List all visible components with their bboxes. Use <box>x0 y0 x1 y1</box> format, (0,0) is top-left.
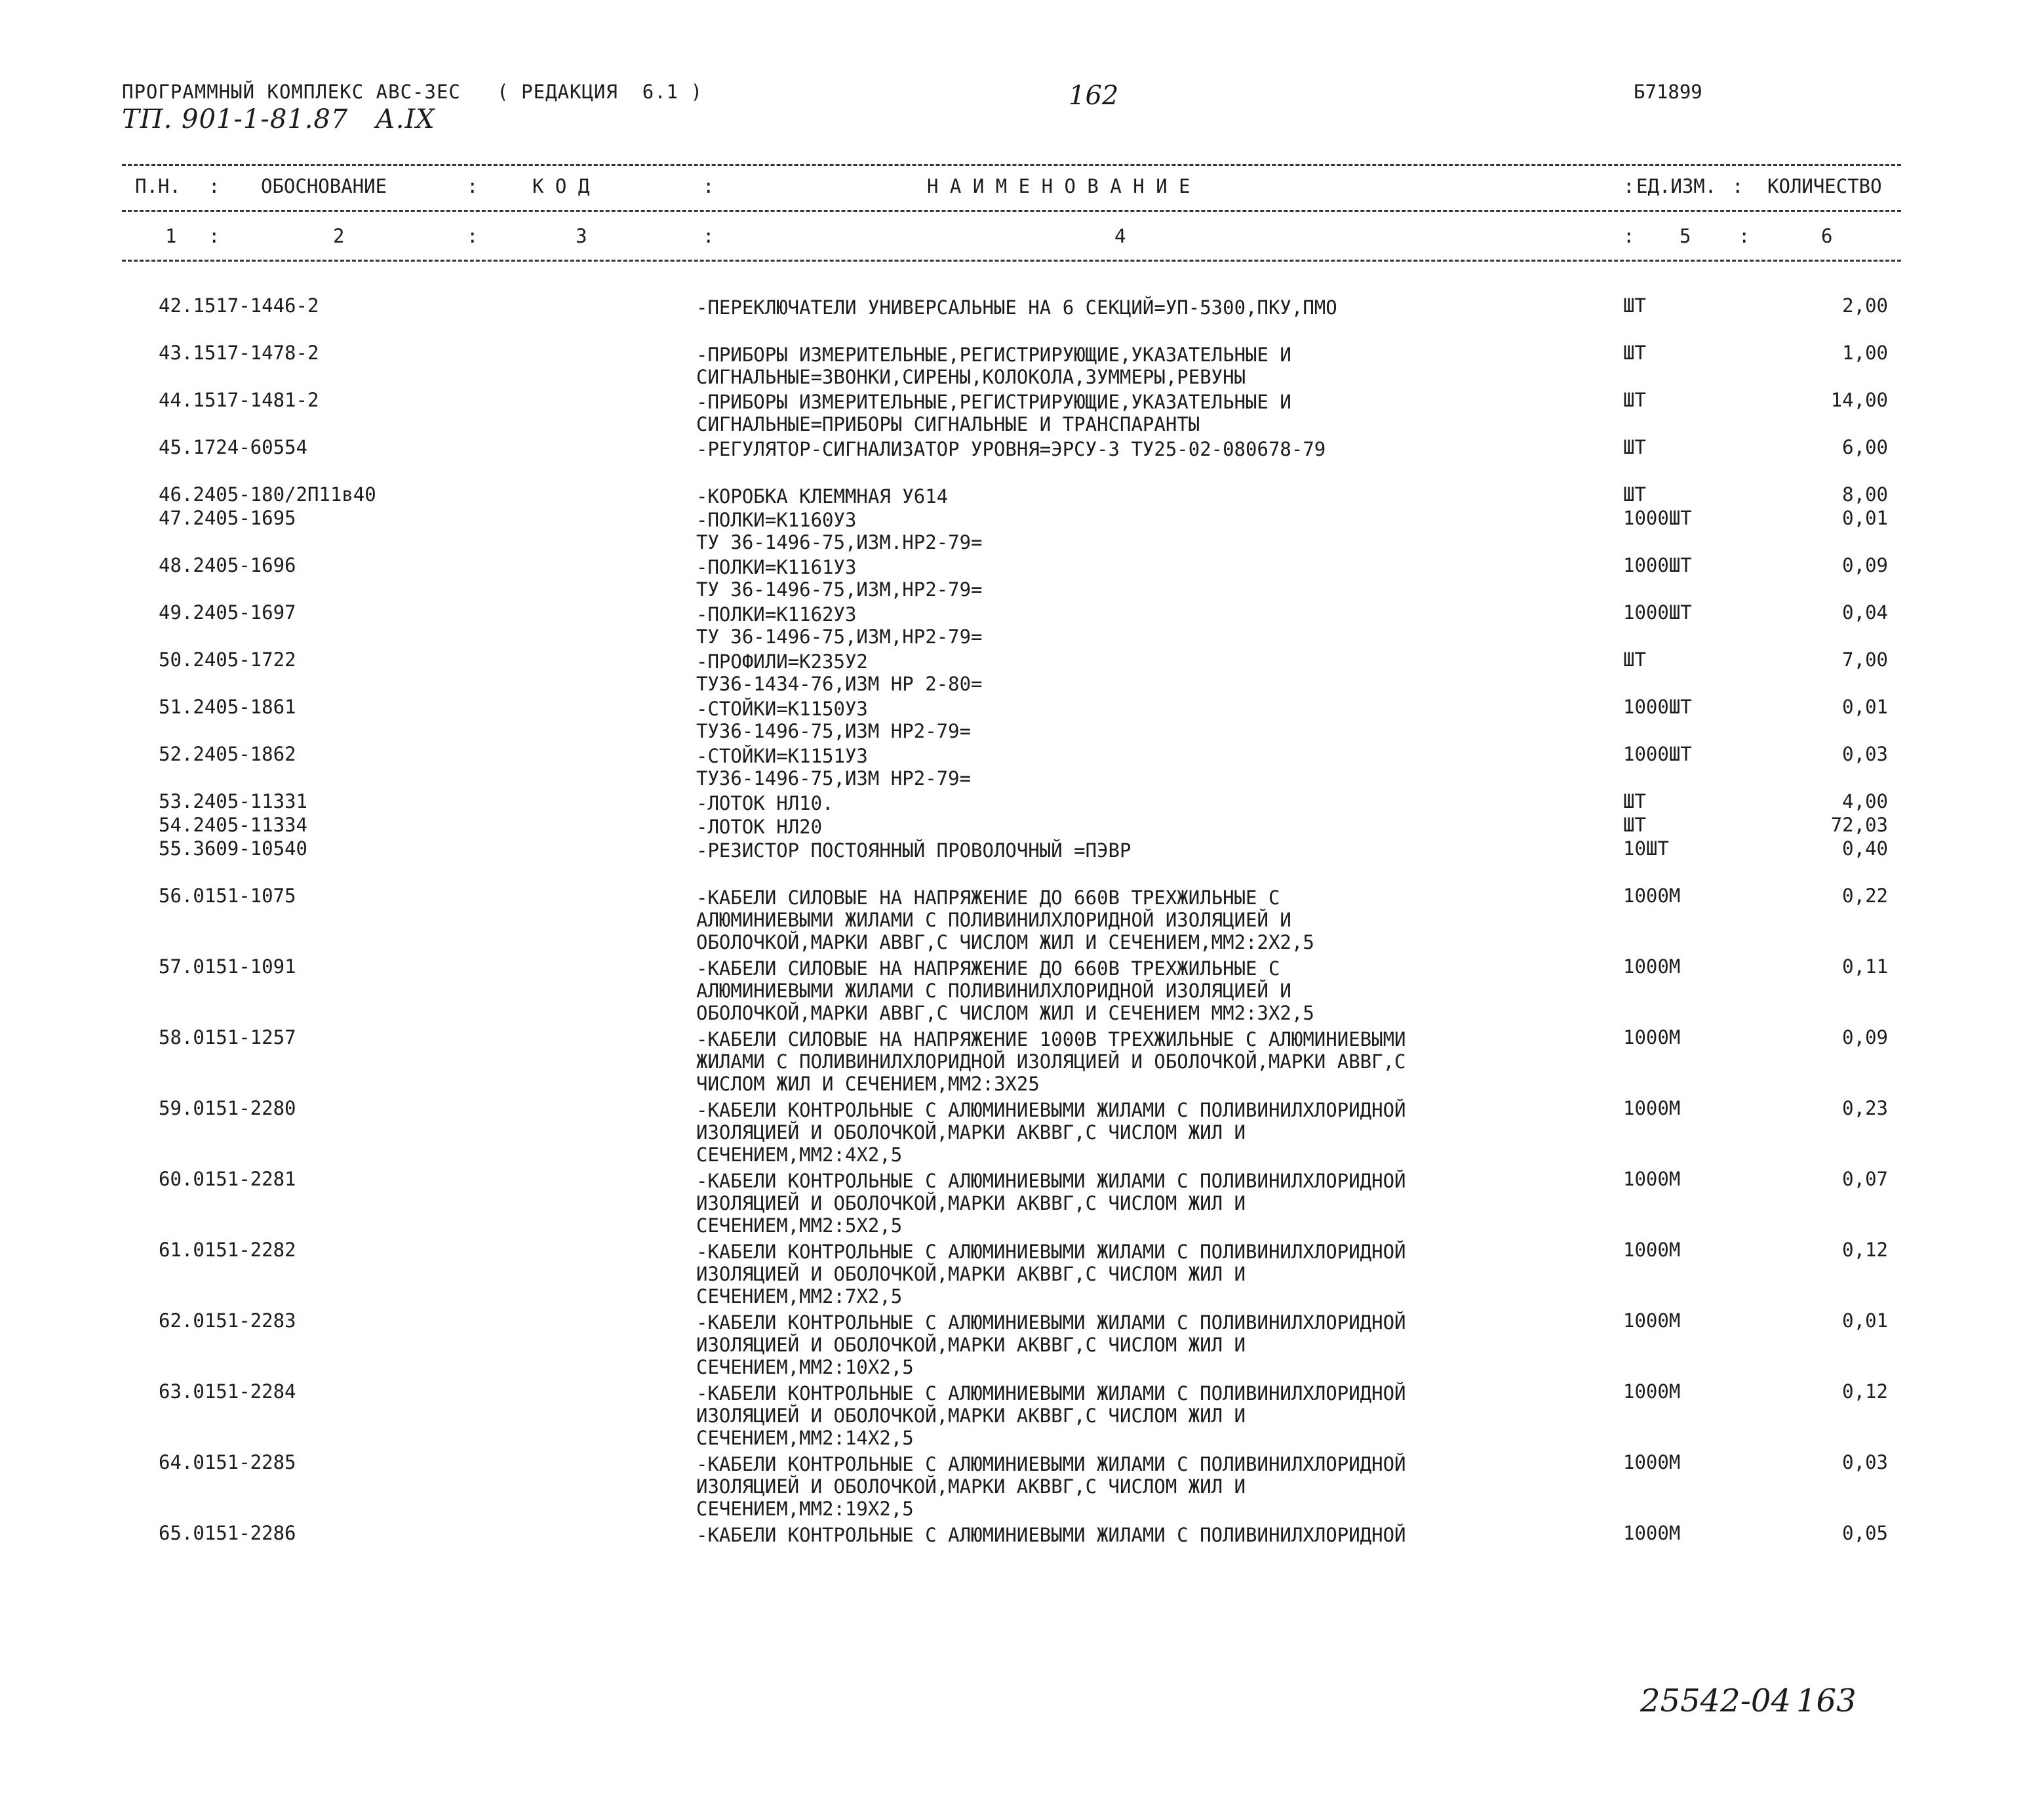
row-quantity: 14,00 <box>1830 389 1888 411</box>
row-name: -КАБЕЛИ КОНТРОЛЬНЫЕ С АЛЮМИНИЕВЫМИ ЖИЛАМИ С ПОЛИВИНИЛХЛОРИДНОЙ ИЗОЛЯЦИЕЙ И ОБОЛОЧКОЙ,МАРКИ АКВВГ,С ЧИСЛОМ ЖИЛ И СЕЧЕНИЕМ,ММ2:14Х2,5 <box>696 1382 1406 1450</box>
row-quantity: 1,00 <box>1842 342 1888 364</box>
row-name: -ЛОТОК НЛ10. <box>696 792 834 814</box>
row-name: -ПРИБОРЫ ИЗМЕРИТЕЛЬНЫЕ,РЕГИСТРИРУЮЩИЕ,УКАЗАТЕЛЬНЫЕ И СИГНАЛЬНЫЕ=ЗВОНКИ,СИРЕНЫ,КОЛОКОЛА,ЗУММЕРЫ,РЕВУНЫ <box>696 344 1291 389</box>
header-rule <box>122 210 1901 212</box>
row-unit: 1000ШТ <box>1623 696 1692 718</box>
row-quantity: 0,01 <box>1842 507 1888 529</box>
row-quantity: 0,04 <box>1842 601 1888 624</box>
row-unit: ШТ <box>1623 483 1646 506</box>
row-unit: ШТ <box>1623 294 1646 317</box>
row-name: -КОРОБКА КЛЕММНАЯ У614 <box>696 485 949 508</box>
row-unit: ШТ <box>1623 389 1646 411</box>
row-name: -КАБЕЛИ КОНТРОЛЬНЫЕ С АЛЮМИНИЕВЫМИ ЖИЛАМИ С ПОЛИВИНИЛХЛОРИДНОЙ ИЗОЛЯЦИЕЙ И ОБОЛОЧКОЙ,МАРКИ АКВВГ,С ЧИСЛОМ ЖИЛ И СЕЧЕНИЕМ,ММ2:7Х2,5 <box>696 1241 1406 1308</box>
row-unit: 1000М <box>1623 1380 1681 1403</box>
row-name: -КАБЕЛИ СИЛОВЫЕ НА НАПРЯЖЕНИЕ 1000В ТРЕХЖИЛЬНЫЕ С АЛЮМИНИЕВЫМИ ЖИЛАМИ С ПОЛИВИНИЛХЛОРИДНОЙ ИЗОЛЯЦИЕЙ И ОБОЛОЧКОЙ,МАРКИ АВВГ,С ЧИСЛОМ ЖИЛ И СЕЧЕНИЕМ,ММ2:3Х25 <box>696 1028 1406 1096</box>
table-top-rule <box>122 164 1901 166</box>
row-code: 48.2405-1696 <box>159 554 296 576</box>
column-number-6: 6 <box>1821 225 1833 247</box>
row-code: 51.2405-1861 <box>159 696 296 718</box>
column-number-5: 5 <box>1680 225 1691 247</box>
row-name: -ПРИБОРЫ ИЗМЕРИТЕЛЬНЫЕ,РЕГИСТРИРУЮЩИЕ,УКАЗАТЕЛЬНЫЕ И СИГНАЛЬНЫЕ=ПРИБОРЫ СИГНАЛЬНЫЕ И ТРАНСПАРАНТЫ <box>696 391 1291 436</box>
column-separator: : <box>208 175 220 197</box>
column-number-4: 4 <box>1114 225 1126 247</box>
row-quantity: 0,09 <box>1842 1026 1888 1048</box>
row-code: 59.0151-2280 <box>159 1097 296 1119</box>
row-unit: 1000М <box>1623 1168 1681 1190</box>
row-code: 58.0151-1257 <box>159 1026 296 1048</box>
row-quantity: 0,12 <box>1842 1239 1888 1261</box>
row-quantity: 2,00 <box>1842 294 1888 317</box>
row-code: 63.0151-2284 <box>159 1380 296 1403</box>
row-code: 54.2405-11334 <box>159 814 307 836</box>
column-number-2: 2 <box>333 225 345 247</box>
row-unit: ШТ <box>1623 790 1646 812</box>
column-separator: : <box>1623 225 1635 247</box>
row-quantity: 8,00 <box>1842 483 1888 506</box>
row-unit: 1000М <box>1623 1451 1681 1473</box>
column-separator: : <box>467 225 479 247</box>
row-quantity: 6,00 <box>1842 436 1888 458</box>
column-header-name: Н А И М Е Н О В А Н И Е <box>927 175 1190 197</box>
row-name: -ПОЛКИ=К1161У3 ТУ 36-1496-75,ИЗМ,НР2-79= <box>696 556 983 601</box>
row-unit: ШТ <box>1623 814 1646 836</box>
row-code: 50.2405-1722 <box>159 649 296 671</box>
column-header-code: К О Д <box>532 175 590 197</box>
column-separator: : <box>1739 225 1750 247</box>
row-name: -СТОЙКИ=К1151У3 ТУ36-1496-75,ИЗМ НР2-79= <box>696 745 972 790</box>
row-code: 43.1517-1478-2 <box>159 342 319 364</box>
row-code: 60.0151-2281 <box>159 1168 296 1190</box>
row-quantity: 0,09 <box>1842 554 1888 576</box>
column-separator: : <box>703 175 715 197</box>
row-quantity: 0,23 <box>1842 1097 1888 1119</box>
row-unit: 1000М <box>1623 1309 1681 1332</box>
column-header-pn: П.Н. <box>135 175 181 197</box>
row-code: 64.0151-2285 <box>159 1451 296 1473</box>
row-name: -РЕЗИСТОР ПОСТОЯННЫЙ ПРОВОЛОЧНЫЙ =ПЭВР <box>696 839 1131 862</box>
row-quantity: 0,03 <box>1842 743 1888 765</box>
row-unit: 10ШТ <box>1623 837 1669 860</box>
row-unit: ШТ <box>1623 342 1646 364</box>
column-separator: : <box>1623 175 1635 197</box>
row-code: 62.0151-2283 <box>159 1309 296 1332</box>
row-name: -КАБЕЛИ КОНТРОЛЬНЫЕ С АЛЮМИНИЕВЫМИ ЖИЛАМИ С ПОЛИВИНИЛХЛОРИДНОЙ <box>696 1524 1406 1546</box>
row-code: 61.0151-2282 <box>159 1239 296 1261</box>
row-unit: ШТ <box>1623 649 1646 671</box>
inventory-number: 25542-04 <box>1640 1683 1791 1719</box>
row-quantity: 0,05 <box>1842 1522 1888 1544</box>
row-code: 53.2405-11331 <box>159 790 307 812</box>
column-separator: : <box>208 225 220 247</box>
row-code: 56.0151-1075 <box>159 885 296 907</box>
row-code: 46.2405-180/2П11в40 <box>159 483 376 506</box>
row-code: 45.1724-60554 <box>159 436 307 458</box>
row-code: 57.0151-1091 <box>159 955 296 978</box>
row-quantity: 0,40 <box>1842 837 1888 860</box>
row-code: 55.3609-10540 <box>159 837 307 860</box>
row-name: -ПРОФИЛИ=К235У2 ТУ36-1434-76,ИЗМ НР 2-80= <box>696 650 983 696</box>
row-quantity: 7,00 <box>1842 649 1888 671</box>
row-name: -ЛОТОК НЛ20 <box>696 816 823 838</box>
column-number-3: 3 <box>576 225 587 247</box>
row-code: 42.1517-1446-2 <box>159 294 319 317</box>
column-number-1: 1 <box>165 225 177 247</box>
row-quantity: 0,11 <box>1842 955 1888 978</box>
row-unit: 1000ШТ <box>1623 601 1692 624</box>
column-separator: : <box>1732 175 1744 197</box>
row-code: 65.0151-2286 <box>159 1522 296 1544</box>
row-quantity: 0,07 <box>1842 1168 1888 1190</box>
row-name: -ПОЛКИ=К1162У3 ТУ 36-1496-75,ИЗМ,НР2-79= <box>696 603 983 649</box>
column-header-unit: ЕД.ИЗМ. <box>1636 175 1717 197</box>
row-name: -КАБЕЛИ КОНТРОЛЬНЫЕ С АЛЮМИНИЕВЫМИ ЖИЛАМИ С ПОЛИВИНИЛХЛОРИДНОЙ ИЗОЛЯЦИЕЙ И ОБОЛОЧКОЙ,МАРКИ АКВВГ,С ЧИСЛОМ ЖИЛ И СЕЧЕНИЕМ,ММ2:5Х2,5 <box>696 1170 1406 1237</box>
row-code: 52.2405-1862 <box>159 743 296 765</box>
row-quantity: 0,01 <box>1842 1309 1888 1332</box>
header-bottom-rule <box>122 260 1901 262</box>
row-unit: 1000ШТ <box>1623 554 1692 576</box>
row-unit: 1000М <box>1623 1026 1681 1048</box>
row-name: -КАБЕЛИ СИЛОВЫЕ НА НАПРЯЖЕНИЕ ДО 660В ТРЕХЖИЛЬНЫЕ С АЛЮМИНИЕВЫМИ ЖИЛАМИ С ПОЛИВИНИЛХЛОРИДНОЙ ИЗОЛЯЦИЕЙ И ОБОЛОЧКОЙ,МАРКИ АВВГ,С ЧИСЛОМ ЖИЛ И СЕЧЕНИЕМ ММ2:3Х2,5 <box>696 957 1314 1025</box>
row-unit: 1000М <box>1623 885 1681 907</box>
page-number: 162 <box>1069 81 1119 111</box>
row-quantity: 0,03 <box>1842 1451 1888 1473</box>
column-header-basis: ОБОСНОВАНИЕ <box>261 175 387 197</box>
column-separator: : <box>467 175 479 197</box>
row-name: -СТОЙКИ=К1150У3 ТУ36-1496-75,ИЗМ НР2-79= <box>696 698 972 743</box>
row-code: 47.2405-1695 <box>159 507 296 529</box>
row-code: 44.1517-1481-2 <box>159 389 319 411</box>
project-code: ТП. 901-1-81.87 А.IX <box>122 104 435 134</box>
row-name: -РЕГУЛЯТОР-СИГНАЛИЗАТОР УРОВНЯ=ЭРСУ-3 ТУ25-02-080678-79 <box>696 438 1326 460</box>
row-quantity: 4,00 <box>1842 790 1888 812</box>
row-quantity: 72,03 <box>1830 814 1888 836</box>
column-separator: : <box>703 225 715 247</box>
sheet-number: 163 <box>1796 1683 1857 1719</box>
program-title: ПРОГРАММНЫЙ КОМПЛЕКС АВС-3ЕС ( РЕДАКЦИЯ 6.1 ) <box>122 81 703 103</box>
row-unit: 1000М <box>1623 1239 1681 1261</box>
row-unit: 1000М <box>1623 955 1681 978</box>
row-quantity: 0,12 <box>1842 1380 1888 1403</box>
row-name: -КАБЕЛИ КОНТРОЛЬНЫЕ С АЛЮМИНИЕВЫМИ ЖИЛАМИ С ПОЛИВИНИЛХЛОРИДНОЙ ИЗОЛЯЦИЕЙ И ОБОЛОЧКОЙ,МАРКИ АКВВГ,С ЧИСЛОМ ЖИЛ И СЕЧЕНИЕМ,ММ2:4Х2,5 <box>696 1099 1406 1167</box>
row-code: 49.2405-1697 <box>159 601 296 624</box>
row-name: -КАБЕЛИ КОНТРОЛЬНЫЕ С АЛЮМИНИЕВЫМИ ЖИЛАМИ С ПОЛИВИНИЛХЛОРИДНОЙ ИЗОЛЯЦИЕЙ И ОБОЛОЧКОЙ,МАРКИ АКВВГ,С ЧИСЛОМ ЖИЛ И СЕЧЕНИЕМ,ММ2:19Х2,5 <box>696 1453 1406 1521</box>
row-unit: 1000М <box>1623 1097 1681 1119</box>
row-name: -КАБЕЛИ КОНТРОЛЬНЫЕ С АЛЮМИНИЕВЫМИ ЖИЛАМИ С ПОЛИВИНИЛХЛОРИДНОЙ ИЗОЛЯЦИЕЙ И ОБОЛОЧКОЙ,МАРКИ АКВВГ,С ЧИСЛОМ ЖИЛ И СЕЧЕНИЕМ,ММ2:10Х2,5 <box>696 1311 1406 1379</box>
row-name: -ПОЛКИ=К1160У3 ТУ 36-1496-75,ИЗМ.НР2-79= <box>696 509 983 554</box>
row-unit: 1000М <box>1623 1522 1681 1544</box>
row-unit: ШТ <box>1623 436 1646 458</box>
row-quantity: 0,01 <box>1842 696 1888 718</box>
row-name: -ПЕРЕКЛЮЧАТЕЛИ УНИВЕРСАЛЬНЫЕ НА 6 СЕКЦИЙ=УП-5300,ПКУ,ПМО <box>696 296 1337 319</box>
row-unit: 1000ШТ <box>1623 507 1692 529</box>
column-header-qty: КОЛИЧЕСТВО <box>1767 175 1882 197</box>
row-unit: 1000ШТ <box>1623 743 1692 765</box>
row-quantity: 0,22 <box>1842 885 1888 907</box>
document-number: Б71899 <box>1634 81 1702 103</box>
row-name: -КАБЕЛИ СИЛОВЫЕ НА НАПРЯЖЕНИЕ ДО 660В ТРЕХЖИЛЬНЫЕ С АЛЮМИНИЕВЫМИ ЖИЛАМИ С ПОЛИВИНИЛХЛОРИДНОЙ ИЗОЛЯЦИЕЙ И ОБОЛОЧКОЙ,МАРКИ АВВГ,С ЧИСЛОМ ЖИЛ И СЕЧЕНИЕМ,ММ2:2Х2,5 <box>696 887 1314 954</box>
